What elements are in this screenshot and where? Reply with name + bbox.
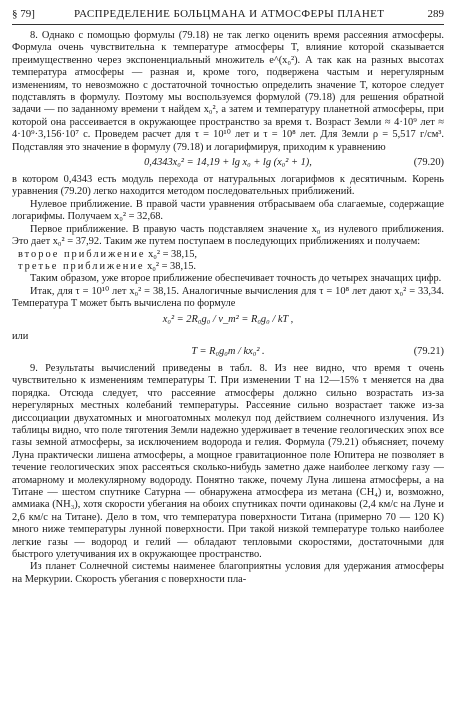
paragraph-first-approximation: Первое приближение. В правую часть подставляем значение x₀ из нулевого приближения. Это дает x₀² = 37,92. Таким же путем поступаем в последующих приближениях и получаем: bbox=[12, 223, 444, 248]
page-body bbox=[12, 30, 444, 704]
header-rule bbox=[12, 24, 444, 25]
paragraph-mercury: Из планет Солнечной системы наименее благоприятны условия для удержания атмосферы на Меркурии. Скорость убегания с поверхности пла- bbox=[12, 561, 444, 585]
equation-x0-squared bbox=[12, 313, 444, 328]
paragraph-8: 8. Однако с помощью формулы (79.18) не так легко оценить время рассеяния атмосферы. Формула очень чувствительна к температуре атмосферы T, влияние которой сказывается преимущественно через экспоненциальный множитель e^(x₀²). А так как на разных высотах температура атмосферы — разная и, кроме того, подвержена частым и нерегулярным изменениям, то невозможно с достаточной точностью определить значение T, которое следует подставлять в формулу. Поэтому мы воспользуемся формулой (79.18) для решения обратной задачи — по заданному времени τ найдем x₀², а затем и температуру планетной атмосферы, при которой она рассеивается в окружающее пространство за время τ. Возраст Земли ≈ 4·10⁹ лет ≈ 4·10⁹·3,156·10⁷ с. Проведем расчет для τ = 10¹⁰ лет и τ = 10⁸ лет. Для Земли ρ = 5,517 г/см³. Подставляя это значение в формулу (79.18) и логарифмируя, приходим к уравнению bbox=[12, 30, 444, 153]
running-title: РАСПРЕДЕЛЕНИЕ БОЛЬЦМАНА И АТМОСФЕРЫ ПЛАНЕТ bbox=[74, 8, 385, 20]
paragraph-log-modulus: в котором 0,4343 есть модуль перехода от натуральных логарифмов к десятичным. Корень уравнения (79.20) легко находится методом последовательных приближений. bbox=[12, 174, 444, 198]
third-approximation-line bbox=[12, 261, 444, 273]
second-approximation-label: второе приближение bbox=[18, 248, 146, 260]
equation-79-21-expression: T = R₀g₀m / kx₀² . bbox=[191, 345, 265, 357]
equation-79-21 bbox=[12, 345, 444, 360]
word-or: или bbox=[12, 330, 29, 342]
running-header bbox=[12, 8, 444, 24]
second-approximation-line bbox=[12, 249, 444, 261]
section-marker: § 79] bbox=[12, 8, 35, 20]
equation-79-20-expression: 0,4343x₀² = 14,19 + lg x₀ + lg (x₀² + 1), bbox=[144, 157, 312, 169]
page-number: 289 bbox=[427, 8, 444, 20]
equation-79-20-number: (79.20) bbox=[413, 157, 444, 169]
equation-x0-squared-expression: x₀² = 2R₀g₀ / v_m² = R₀g₀ / kT , bbox=[162, 313, 294, 325]
approximation-accuracy-note: Таким образом, уже второе приближение обеспечивает точность до четырех значащих цифр. bbox=[30, 273, 442, 285]
equation-79-20 bbox=[12, 156, 444, 171]
paragraph-results: Итак, для τ = 10¹⁰ лет x₀² = 38,15. Аналогичные вычисления для τ = 10⁸ лет дают x₀² = 33,34. Температура T может быть вычислена по формуле bbox=[12, 285, 444, 310]
third-approximation-label: третье приближение bbox=[18, 260, 145, 272]
third-approximation-value: x₀² = 38,15. bbox=[147, 260, 197, 272]
second-approximation-value: x₀² = 38,15, bbox=[148, 248, 198, 260]
equation-79-21-number: (79.21) bbox=[413, 345, 444, 357]
paragraph-zero-approximation: Нулевое приближение. В правой части уравнения отбрасываем оба слагаемые, содержащие логарифмы. Получаем x₀² = 32,68. bbox=[12, 198, 444, 223]
paragraph-9: 9. Результаты вычислений приведены в табл. 8. Из нее видно, что время τ очень чувствительно к изменениям температуры T. При изменении T на 12—15% τ меняется на два порядка. Отсюда следует, что рассеяние атмосферы должно сильно возрастать из-за нерегулярных местных колебаний температуры. Рассеяние сильно возрастает также из-за диссоциации двухатомных и многоатомных молекул под действием солнечного излучения. Из таблицы видно, что поле тяготения Земли надежно удерживает в течение геологических эпох все газы земной атмосферы, за исключением водорода и гелия. Формула (79.21) объясняет, почему Луна практически лишена атмосферы, а мощное гравитационное поле Юпитера не позволяет в течение геологических эпох рассеяться сколько-нибудь заметно даже наиболее легкому газу — атомарному и молекулярному водороду. Понятно также, почему Луна лишена атмосферы, а на Титане — шестом спутнике Сатурна — обнаружена атмосфера из метана (CH₄) и, возможно, аммиака (NH₃), хотя скорости убегания на обоих спутниках почти одинаковы (2,4 км/с на Луне и 2,6 км/с на Титане). Дело в том, что температура поверхности Титана (примерно 70 — 120 K) много ниже температуры лунной поверхности. При такой низкой температуре только наиболее легкие газы — водород и гелий — обладают тепловыми скоростями, достаточными для быстрого улетучивания их в окружающее пространство. bbox=[12, 362, 444, 561]
